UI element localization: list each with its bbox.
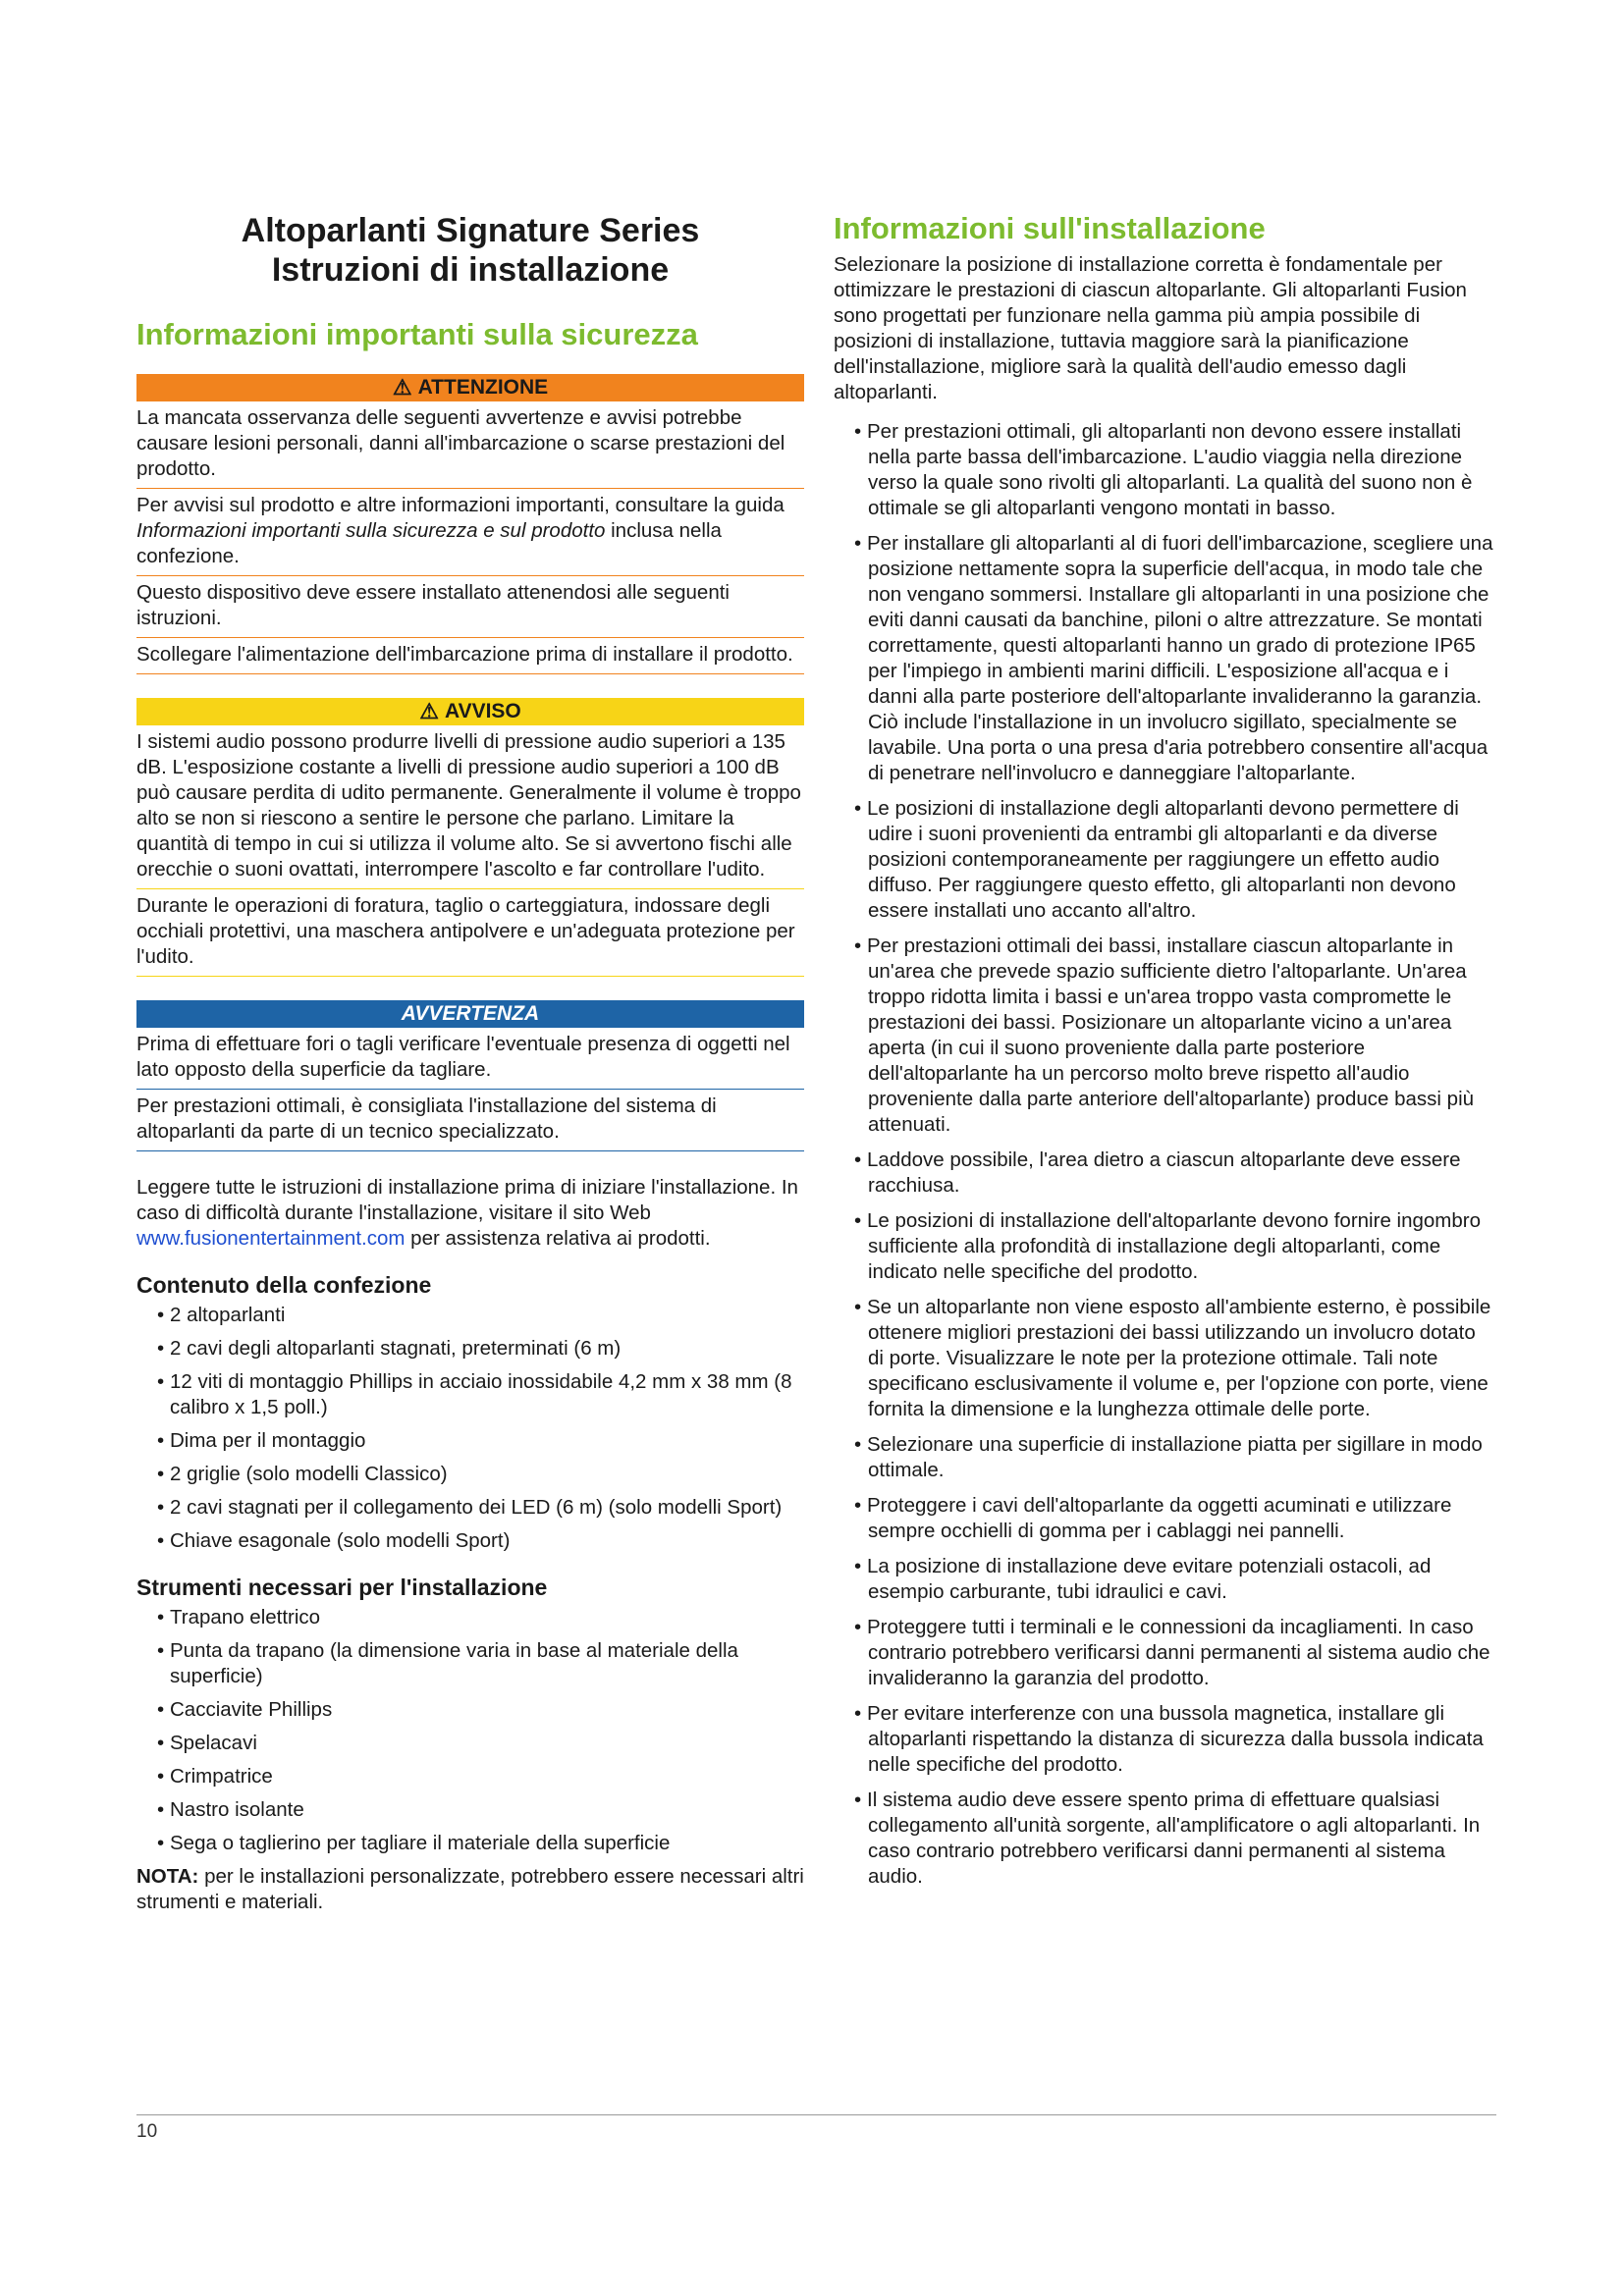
website-link[interactable]: www.fusionentertainment.com	[136, 1227, 406, 1250]
guide-pre: Per avvisi sul prodotto e altre informazioni importanti, consultare la guida	[136, 494, 785, 516]
caution-block	[136, 698, 804, 977]
list-item: • 2 cavi stagnati per il collegamento dei LED (6 m) (solo modelli Sport)	[136, 1495, 804, 1521]
title-line-2: Istruzioni di installazione	[271, 251, 670, 289]
list-item: • Spelacavi	[136, 1731, 804, 1756]
list-item: • Crimpatrice	[136, 1764, 804, 1789]
warning-paragraph-2: Questo dispositivo deve essere installato attenendosi alle seguenti istruzioni.	[136, 576, 804, 638]
right-column	[834, 211, 1496, 1899]
tools-list	[136, 1605, 804, 1856]
notice-block	[136, 1000, 804, 1151]
list-item: • Le posizioni di installazione dell'altoparlante devono fornire ingombro sufficiente alla profondità di installazione degli altoparlanti, come indicato nelle specifiche del prodotto.	[834, 1208, 1496, 1285]
document-title	[136, 211, 804, 290]
caution-paragraph-2: Durante le operazioni di foratura, taglio o carteggiatura, indossare degli occhiali protettivi, una maschera antipolvere e un'adeguata protezione per l'udito.	[136, 889, 804, 977]
warning-triangle-icon: ⚠	[392, 375, 412, 400]
list-item: • Per prestazioni ottimali, gli altoparlanti non devono essere installati nella parte bassa dell'imbarcazione. L'audio viaggia nella direzione verso la quale sono rivolti gli altoparlanti. La qualità del suono non è ottimale se gli altoparlanti vengono montati in basso.	[834, 419, 1496, 521]
warning-paragraph-1: La mancata osservanza delle seguenti avvertenze e avvisi potrebbe causare lesioni personali, danni all'imbarcazione o scarse prestazioni del prodotto.	[136, 401, 804, 489]
list-item: • 2 cavi degli altoparlanti stagnati, preterminati (6 m)	[136, 1336, 804, 1362]
caution-label: AVVISO	[444, 700, 521, 722]
guide-post: inclusa nella confezione.	[136, 519, 722, 567]
list-item: • 2 griglie (solo modelli Classico)	[136, 1462, 804, 1487]
list-item: • Laddove possibile, l'area dietro a ciascun altoparlante deve essere racchiusa.	[834, 1148, 1496, 1199]
installation-list	[834, 419, 1496, 1890]
list-item: • Proteggere i cavi dell'altoparlante da oggetti acuminati e utilizzare sempre occhielli di gomma per i cablaggi nei pannelli.	[834, 1493, 1496, 1544]
intro-post: per assistenza relativa ai prodotti.	[405, 1227, 711, 1250]
warning-block	[136, 374, 804, 674]
left-column	[136, 211, 804, 1915]
notice-label: AVVERTENZA	[401, 1002, 540, 1025]
list-item: • Selezionare una superficie di installazione piatta per sigillare in modo ottimale.	[834, 1432, 1496, 1483]
intro-pre: Leggere tutte le istruzioni di installazione prima di iniziare l'installazione. In caso di difficoltà durante l'installazione, visitare il sito Web	[136, 1176, 798, 1224]
footer-divider	[136, 2114, 1496, 2115]
warning-header	[136, 374, 804, 401]
caution-triangle-icon: ⚠	[419, 699, 439, 723]
list-item: • Sega o taglierino per tagliare il materiale della superficie	[136, 1831, 804, 1856]
tools-heading: Strumenti necessari per l'installazione	[136, 1575, 548, 1600]
list-item: • Punta da trapano (la dimensione varia in base al materiale della superficie)	[136, 1638, 804, 1689]
page-number: 10	[136, 2121, 158, 2142]
notice-paragraph-2: Per prestazioni ottimali, è consigliata l'installazione del sistema di altoparlanti da parte di un tecnico specializzato.	[136, 1090, 804, 1151]
list-item: • Per evitare interferenze con una bussola magnetica, installare gli altoparlanti rispettando la distanza di sicurezza dalla bussola indicata nelle specifiche del prodotto.	[834, 1701, 1496, 1778]
notice-paragraph-1: Prima di effettuare fori o tagli verificare l'eventuale presenza di oggetti nel lato opposto della superficie da tagliare.	[136, 1028, 804, 1090]
installation-intro: Selezionare la posizione di installazione corretta è fondamentale per ottimizzare le prestazioni di ciascun altoparlante. Gli altoparlanti Fusion sono progettati per funzionare nella gamma più ampia possibile di posizioni di installazione, tuttavia maggiore sarà la pianificazione dell'installazione, migliore sarà la qualità dell'audio emesso dagli altoparlanti.	[834, 253, 1467, 403]
list-item: • Cacciavite Phillips	[136, 1697, 804, 1723]
list-item: • Il sistema audio deve essere spento prima di effettuare qualsiasi collegamento all'unità sorgente, all'amplificatore o agli altoparlanti. In caso contrario potrebbero verificarsi danni permanenti al sistema audio.	[834, 1788, 1496, 1890]
safety-heading: Informazioni importanti sulla sicurezza	[136, 317, 698, 351]
guide-title: Informazioni importanti sulla sicurezza e sul prodotto	[136, 519, 606, 542]
contents-heading: Contenuto della confezione	[136, 1272, 432, 1298]
warning-paragraph-guide	[136, 489, 804, 576]
note-paragraph	[136, 1864, 804, 1915]
list-item: • Proteggere tutti i terminali e le connessioni da incagliamenti. In caso contrario potrebbero verificarsi danni permanenti al sistema audio che invalideranno la garanzia del prodotto.	[834, 1615, 1496, 1691]
list-item: • 12 viti di montaggio Phillips in acciaio inossidabile 4,2 mm x 38 mm (8 calibro x 1,5 poll.)	[136, 1369, 804, 1420]
list-item: • Per installare gli altoparlanti al di fuori dell'imbarcazione, scegliere una posizione nettamente sopra la superficie dell'acqua, in modo tale che non vengano sommersi. Installare gli altoparlanti in una posizione che eviti danni causati da banchine, piloni o altre attrezzature. Se montati correttamente, questi altoparlanti hanno un grado di protezione IP65 per l'impiego in ambienti marini difficili. L'esposizione all'acqua e i danni alla parte posteriore dell'altoparlante invalideranno la garanzia. Ciò include l'installazione in un involucro sigillato, specialmente se lavabile. Una porta o una presa d'aria potrebbero consentire all'acqua di penetrare nell'involucro e danneggiare l'altoparlante.	[834, 531, 1496, 786]
list-item: • Nastro isolante	[136, 1797, 804, 1823]
list-item: • Dima per il montaggio	[136, 1428, 804, 1454]
warning-paragraph-3: Scollegare l'alimentazione dell'imbarcazione prima di installare il prodotto.	[136, 638, 804, 674]
list-item: • 2 altoparlanti	[136, 1303, 804, 1328]
list-item: • La posizione di installazione deve evitare potenziali ostacoli, ad esempio carburante, tubi idraulici e cavi.	[834, 1554, 1496, 1605]
warning-label: ATTENZIONE	[417, 376, 549, 399]
list-item: • Se un altoparlante non viene esposto all'ambiente esterno, è possibile ottenere migliori prestazioni dei bassi utilizzando un involucro dotato di porte. Visualizzare le note per la protezione ottimale. Tali note specificano esclusivamente il volume e, per l'opzione con porte, viene fornita la dimensione e la lunghezza ottimale delle porte.	[834, 1295, 1496, 1422]
installation-heading: Informazioni sull'installazione	[834, 211, 1266, 245]
list-item: • Trapano elettrico	[136, 1605, 804, 1630]
list-item: • Chiave esagonale (solo modelli Sport)	[136, 1528, 804, 1554]
list-item: • Le posizioni di installazione degli altoparlanti devono permettere di udire i suoni provenienti da entrambi gli altoparlanti e da diverse posizioni contemporaneamente per raggiungere un effetto audio diffuso. Per raggiungere questo effetto, gli altoparlanti non devono essere installati uno accanto all'altro.	[834, 796, 1496, 924]
title-line-1: Altoparlanti Signature Series	[241, 212, 700, 249]
contents-list	[136, 1303, 804, 1554]
notice-header	[136, 1000, 804, 1028]
note-label: NOTA:	[136, 1865, 199, 1888]
note-text: per le installazioni personalizzate, potrebbero essere necessari altri strumenti e materiali.	[136, 1865, 804, 1913]
caution-paragraph-1: I sistemi audio possono produrre livelli di pressione audio superiori a 135 dB. L'esposizione costante a livelli di pressione audio superiori a 100 dB può causare perdita di udito permanente. Generalmente il volume è troppo alto se non si riescono a sentire le persone che parlano. Limitare la quantità di tempo in cui si utilizza il volume alto. Se si avvertono fischi alle orecchie o suoni ovattati, interrompere l'ascolto e far controllare l'udito.	[136, 725, 804, 889]
list-item: • Per prestazioni ottimali dei bassi, installare ciascun altoparlante in un'area che prevede spazio sufficiente dietro l'altoparlante. Un'area troppo ridotta limita i bassi e un'area troppo vasta compromette le prestazioni dei bassi. Posizionare un altoparlante vicino a un'area aperta (in cui il suono proveniente dalla parte posteriore dell'altoparlante ha un percorso molto breve rispetto all'audio proveniente dalla parte anteriore dell'altoparlante) produce bassi più attenuati.	[834, 934, 1496, 1138]
caution-header	[136, 698, 804, 725]
intro-paragraph	[136, 1175, 804, 1252]
